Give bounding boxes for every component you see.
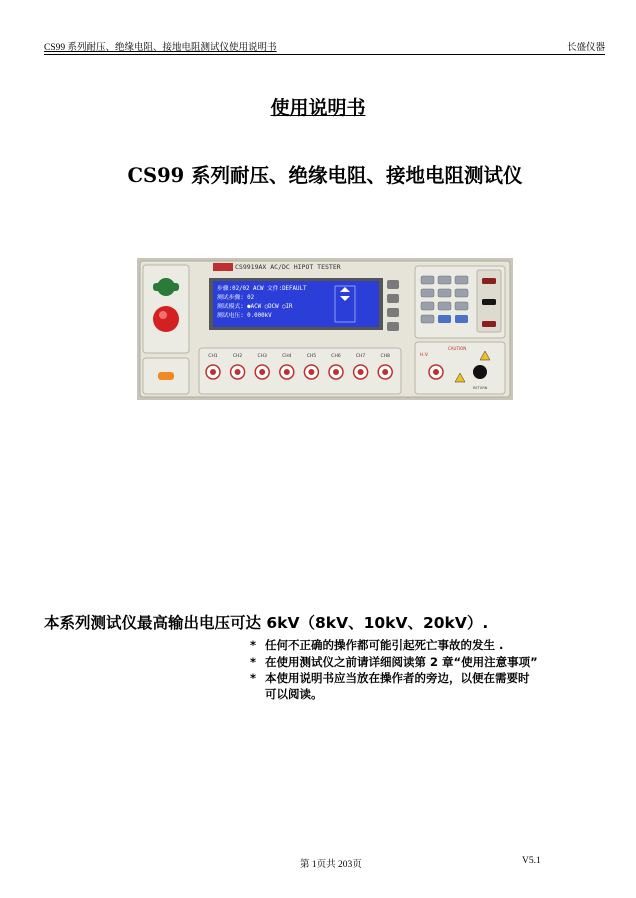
header-doc-title: CS99 系列耐压、绝缘电阻、接地电阻测试仪使用说明书	[44, 43, 277, 53]
return-label: RETURN	[473, 386, 488, 390]
document-title: 使用说明书	[270, 97, 366, 119]
channel-terminal-core	[235, 369, 241, 375]
channel-label: CH3	[257, 354, 267, 359]
caution-label: CAUTION	[448, 346, 467, 351]
channel-label: CH8	[380, 354, 390, 359]
channel-terminal-core	[259, 369, 265, 375]
warning-item: * 在使用测试仪之前请详细阅读第 2 章“使用注意事项”	[250, 655, 538, 669]
channel-terminal-core	[210, 369, 216, 375]
warning-item: * 任何不正确的操作都可能引起死亡事故的发生 .	[250, 638, 504, 652]
page-number: 第 1页共 203页	[300, 860, 362, 870]
max-voltage-statement: 本系列测试仪最高输出电压可达 6kV（8kV、10kV、20kV）.	[44, 614, 489, 632]
channel-terminal-core	[382, 369, 388, 375]
device-photo	[137, 258, 513, 400]
channel-label: CH4	[282, 354, 292, 359]
channel-terminal-core	[358, 369, 364, 375]
screen-line: 测试电压: 0.000kV	[217, 313, 272, 319]
page-header	[44, 43, 605, 55]
channel-label: CH1	[208, 354, 218, 359]
warning-item: * 本使用说明书应当放在操作者的旁边，以便在需要时	[250, 671, 530, 685]
channel-label: CH2	[232, 354, 243, 359]
channel-terminal-core	[284, 369, 290, 375]
header-company: 长盛仪器	[566, 43, 605, 53]
channel-label: CH6	[331, 354, 341, 359]
hv-label: H.V.	[420, 353, 429, 358]
screen-line: 测试步骤: 02	[217, 295, 255, 301]
channel-label: CH7	[355, 354, 366, 359]
model-label: CS9919AX AC/DC HIPOT TESTER	[235, 263, 341, 271]
version-label: V5.1	[522, 856, 541, 866]
stop-button	[153, 306, 179, 332]
channel-terminal-core	[333, 369, 339, 375]
power-led	[158, 372, 174, 380]
channel-label: CH5	[306, 354, 317, 359]
screen-line: 测试模式: ●ACW ○DCW ○IR	[217, 304, 293, 310]
channel-terminal-core	[308, 369, 314, 375]
warning-continuation: 可以阅读。	[265, 687, 323, 701]
document-subtitle: CS99 系列耐压、绝缘电阻、接地电阻测试仪	[127, 164, 523, 187]
screen-line: 步骤:02/02 ACW 文件:DEFAULT	[217, 286, 307, 292]
